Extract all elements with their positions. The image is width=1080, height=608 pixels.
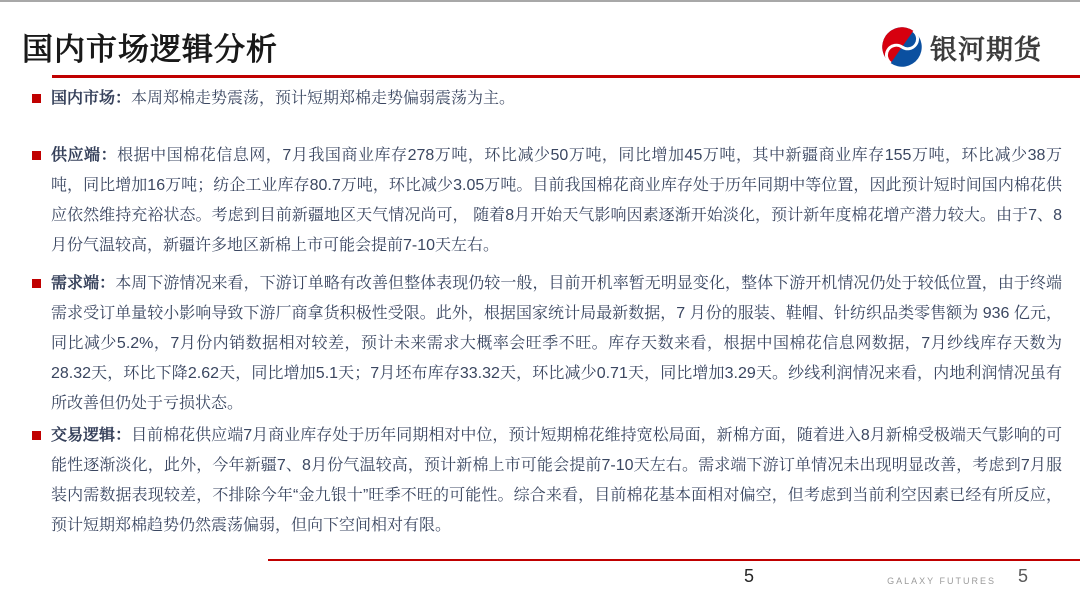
bullet-text: 目前棉花供应端7月商业库存处于历年同期相对中位，预计短期棉花维持宽松局面，新棉方面，随着进入8月新棉受极端天气影响的可能性逐渐淡化，此外，今年新疆7、8月份气温较高，预计新棉上市可能会提前7-10天左右。需求端下游订单情况未出现明显改善，考虑到7月服装内需数据表现较差，不排除今年“金九银十”旺季不旺的可能性。综合来看，目前棉花基本面相对偏空，但考虑到当前利空因素已经有所反应，预计短期郑棉趋势仍然震荡偏弱，但向下空间相对有限。 xyxy=(51,427,1062,534)
slide-body xyxy=(32,84,1062,541)
bullet-paragraph xyxy=(51,421,1062,541)
bullet-label: 供应端： xyxy=(51,147,118,164)
bullet-item-domestic-market xyxy=(32,84,1062,114)
bullet-item-demand xyxy=(32,269,1062,419)
bullet-text: 本周郑棉走势震荡，预计短期郑棉走势偏弱震荡为主。 xyxy=(131,90,516,107)
bullet-item-supply xyxy=(32,141,1062,261)
top-edge-line xyxy=(0,0,1080,2)
page-number: 5 xyxy=(744,566,755,586)
bullet-item-trading-logic xyxy=(32,421,1062,541)
galaxy-swirl-icon xyxy=(873,18,931,76)
bullet-text: 根据中国棉花信息网，7月我国商业库存278万吨，环比减少50万吨，同比增加45万吨，其中新疆商业库存155万吨，环比减少38万吨，同比增加16万吨；纺企工业库存80.7万吨，环比减少3.05万吨。目前我国棉花商业库存处于历年同期中等位置，因此预计短时间国内棉花供应依然维持充裕状态。考虑到目前新疆地区天气情况尚可， 随着8月开始天气影响因素逐渐开始淡化，预计新年度棉花增产潜力较大。由于7、8月份气温较高，新疆许多地区新棉上市可能会提前7-10天左右。 xyxy=(51,147,1062,254)
company-logo xyxy=(881,26,1042,68)
page-number-corner: 5 xyxy=(1017,566,1028,586)
brand-footer-text: GALAXY FUTURES xyxy=(887,576,996,586)
bullet-square-icon xyxy=(32,94,41,103)
bullet-paragraph xyxy=(51,84,1062,114)
bullet-square-icon xyxy=(32,151,41,160)
bullet-label: 国内市场： xyxy=(51,90,132,107)
company-logo-text: 银河期货 xyxy=(930,34,1042,65)
title-underline xyxy=(52,75,1080,78)
page-title: 国内市场逻辑分析 xyxy=(22,32,278,67)
bullet-square-icon xyxy=(32,431,41,440)
bullet-label: 交易逻辑： xyxy=(51,427,132,444)
footer-divider-line xyxy=(268,559,1080,561)
bullet-text: 本周下游情况来看，下游订单略有改善但整体表现仍较一般，目前开机率暂无明显变化，整体下游开机情况仍处于较低位置，由于终端需求受订单量较小影响导致下游厂商拿货积极性受限。此外，根据国家统计局最新数据，7 月份的服装、鞋帽、针纺织品类零售额为 936 亿元，同比减少5.2%，7月份内销数据相对较差，预计未来需求大概率会旺季不旺。库存天数来看，根据中国棉花信息网数据，7月纱线库存天数为28.32天，环比下降2.62天，同比增加5.1天；7月坯布库存33.32天，环比减少0.71天，同比增加3.29天。纱线利润情况来看，内地利润情况虽有所改善但仍处于亏损状态。 xyxy=(51,275,1062,412)
bullet-label: 需求端： xyxy=(51,275,116,292)
bullet-paragraph xyxy=(51,141,1062,261)
bullet-square-icon xyxy=(32,279,41,288)
bullet-paragraph xyxy=(51,269,1062,419)
